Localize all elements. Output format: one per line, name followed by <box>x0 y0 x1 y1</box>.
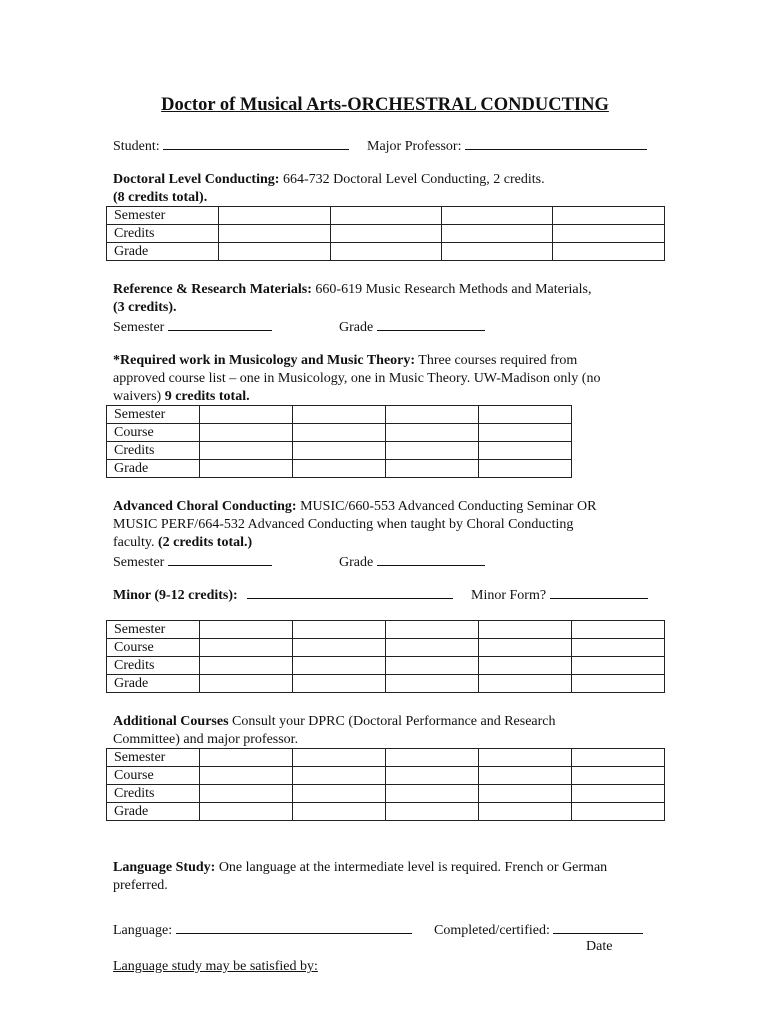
table-cell[interactable] <box>572 675 665 693</box>
row-label: Semester <box>107 406 200 424</box>
table-cell[interactable] <box>386 749 479 767</box>
table-cell[interactable] <box>553 207 665 225</box>
required-credits: 9 credits total. <box>164 389 250 404</box>
reference-credits: (3 credits). <box>113 300 177 315</box>
doctoral-credits: (8 credits total). <box>113 190 208 205</box>
student-line <box>113 136 349 156</box>
table-row <box>107 442 572 460</box>
table-cell[interactable] <box>293 442 386 460</box>
choral-text: MUSIC/660-553 Advanced Conducting Seminar OR <box>296 499 597 514</box>
additional-heading-line <box>113 713 556 731</box>
minor-form-field[interactable] <box>550 585 648 599</box>
table-row <box>107 424 572 442</box>
professor-line <box>367 136 647 156</box>
table-cell[interactable] <box>479 639 572 657</box>
table-cell[interactable] <box>200 767 293 785</box>
table-cell[interactable] <box>386 406 479 424</box>
table-cell[interactable] <box>386 803 479 821</box>
choral-faculty: faculty. <box>113 535 158 550</box>
table-cell[interactable] <box>386 675 479 693</box>
table-cell[interactable] <box>479 621 572 639</box>
row-label: Credits <box>107 785 200 803</box>
professor-field[interactable] <box>465 136 647 150</box>
choral-grade-field[interactable] <box>377 552 485 566</box>
table-cell[interactable] <box>219 207 331 225</box>
language-line-2: preferred. <box>113 878 168 893</box>
table-cell[interactable] <box>219 225 331 243</box>
reference-credits-line <box>113 299 177 317</box>
reference-semester-label: Semester <box>113 320 165 335</box>
table-cell[interactable] <box>331 207 442 225</box>
additional-line-2: Committee) and major professor. <box>113 732 299 747</box>
professor-label: Major Professor: <box>367 139 462 154</box>
minor-heading: Minor (9-12 credits): <box>113 588 238 603</box>
minor-table <box>106 620 665 693</box>
doctoral-heading-line <box>113 171 545 189</box>
required-table <box>106 405 572 478</box>
table-cell[interactable] <box>293 785 386 803</box>
reference-grade-line <box>339 317 485 337</box>
language-field-line <box>113 920 412 940</box>
doctoral-heading: Doctoral Level Conducting: <box>113 172 280 187</box>
row-label: Credits <box>107 225 219 243</box>
row-label: Course <box>107 639 200 657</box>
required-line-2: approved course list – one in Musicology, one in Music Theory. UW-Madison only (no <box>113 371 601 386</box>
row-label: Grade <box>107 803 200 821</box>
page-title: Doctor of Musical Arts-ORCHESTRAL CONDUCTING <box>161 95 609 115</box>
choral-grade-line <box>339 552 485 572</box>
table-cell[interactable] <box>200 803 293 821</box>
minor-form-label: Minor Form? <box>471 588 547 603</box>
completed-line <box>434 920 643 940</box>
choral-line-2: MUSIC PERF/664-532 Advanced Conducting when taught by Choral Conducting <box>113 517 574 532</box>
language-heading-line <box>113 859 607 877</box>
choral-semester-line <box>113 552 272 572</box>
table-row <box>107 639 665 657</box>
completed-field[interactable] <box>553 920 643 934</box>
table-cell[interactable] <box>293 767 386 785</box>
table-cell[interactable] <box>293 657 386 675</box>
doctoral-text: 664-732 Doctoral Level Conducting, 2 credits. <box>279 172 545 187</box>
row-label: Grade <box>107 243 219 261</box>
additional-table <box>106 748 665 821</box>
table-cell[interactable] <box>386 621 479 639</box>
table-cell[interactable] <box>200 657 293 675</box>
table-cell[interactable] <box>479 460 572 478</box>
student-label: Student: <box>113 139 160 154</box>
table-row <box>107 207 665 225</box>
required-waivers: waivers) <box>113 389 165 404</box>
choral-heading: Advanced Choral Conducting: <box>113 499 297 514</box>
completed-label: Completed/certified: <box>434 923 550 938</box>
required-line-3 <box>113 388 250 406</box>
table-row <box>107 460 572 478</box>
table-row <box>107 225 665 243</box>
table-row <box>107 803 665 821</box>
row-label: Semester <box>107 207 219 225</box>
table-cell[interactable] <box>200 442 293 460</box>
row-label: Grade <box>107 675 200 693</box>
choral-semester-field[interactable] <box>168 552 272 566</box>
table-cell[interactable] <box>293 675 386 693</box>
row-label: Grade <box>107 460 200 478</box>
row-label: Semester <box>107 749 200 767</box>
reference-text: 660-619 Music Research Methods and Materials, <box>311 282 592 297</box>
row-label: Credits <box>107 442 200 460</box>
table-cell[interactable] <box>572 767 665 785</box>
choral-line-3 <box>113 534 252 552</box>
table-row <box>107 749 665 767</box>
required-heading-line <box>113 352 577 370</box>
table-cell[interactable] <box>479 424 572 442</box>
table-cell[interactable] <box>386 424 479 442</box>
table-cell[interactable] <box>200 621 293 639</box>
row-label: Credits <box>107 657 200 675</box>
row-label: Course <box>107 424 200 442</box>
table-cell[interactable] <box>553 225 665 243</box>
required-text: Three courses required from <box>415 353 578 368</box>
table-cell[interactable] <box>200 406 293 424</box>
table-cell[interactable] <box>386 639 479 657</box>
additional-heading: Additional Courses <box>113 714 229 729</box>
table-cell[interactable] <box>479 406 572 424</box>
table-cell[interactable] <box>479 749 572 767</box>
doctoral-table <box>106 206 665 261</box>
table-cell[interactable] <box>331 243 442 261</box>
language-satisfied-heading: Language study may be satisfied by: <box>113 959 318 974</box>
table-cell[interactable] <box>200 785 293 803</box>
table-cell[interactable] <box>479 767 572 785</box>
language-heading: Language Study: <box>113 860 216 875</box>
table-cell[interactable] <box>293 406 386 424</box>
table-cell[interactable] <box>442 225 553 243</box>
table-cell[interactable] <box>572 785 665 803</box>
table-cell[interactable] <box>386 460 479 478</box>
language-field[interactable] <box>176 920 412 934</box>
table-cell[interactable] <box>479 803 572 821</box>
reference-semester-field[interactable] <box>168 317 272 331</box>
reference-semester-line <box>113 317 272 337</box>
table-cell[interactable] <box>479 657 572 675</box>
choral-semester-label: Semester <box>113 555 165 570</box>
table-cell[interactable] <box>442 243 553 261</box>
choral-grade-label: Grade <box>339 555 374 570</box>
table-cell[interactable] <box>293 621 386 639</box>
table-row <box>107 657 665 675</box>
table-row <box>107 767 665 785</box>
table-cell[interactable] <box>572 749 665 767</box>
reference-heading-line <box>113 281 591 299</box>
minor-form-line <box>471 585 648 605</box>
table-row <box>107 675 665 693</box>
table-cell[interactable] <box>293 424 386 442</box>
table-cell[interactable] <box>572 639 665 657</box>
minor-field[interactable] <box>247 585 453 599</box>
reference-grade-label: Grade <box>339 320 374 335</box>
table-cell[interactable] <box>331 225 442 243</box>
table-cell[interactable] <box>293 639 386 657</box>
table-cell[interactable] <box>200 749 293 767</box>
choral-heading-line <box>113 498 596 516</box>
table-cell[interactable] <box>479 442 572 460</box>
table-cell[interactable] <box>386 785 479 803</box>
table-row <box>107 785 665 803</box>
required-heading: *Required work in Musicology and Music Theory: <box>113 353 416 368</box>
table-cell[interactable] <box>386 767 479 785</box>
table-cell[interactable] <box>219 243 331 261</box>
language-text: One language at the intermediate level is required. French or German <box>215 860 608 875</box>
table-cell[interactable] <box>442 207 553 225</box>
table-cell[interactable] <box>293 460 386 478</box>
table-cell[interactable] <box>479 785 572 803</box>
doctoral-credits-line <box>113 189 207 207</box>
table-row <box>107 243 665 261</box>
table-cell[interactable] <box>479 675 572 693</box>
table-cell[interactable] <box>572 657 665 675</box>
table-cell[interactable] <box>200 639 293 657</box>
table-row <box>107 406 572 424</box>
table-cell[interactable] <box>572 621 665 639</box>
additional-text: Consult your DPRC (Doctoral Performance and Research <box>228 714 556 729</box>
table-cell[interactable] <box>386 442 479 460</box>
table-cell[interactable] <box>293 803 386 821</box>
reference-grade-field[interactable] <box>377 317 485 331</box>
table-cell[interactable] <box>200 460 293 478</box>
table-cell[interactable] <box>386 657 479 675</box>
table-cell[interactable] <box>200 424 293 442</box>
date-label: Date <box>586 939 613 954</box>
choral-credits: (2 credits total.) <box>157 535 253 550</box>
reference-heading: Reference & Research Materials: <box>113 282 312 297</box>
table-row <box>107 621 665 639</box>
table-cell[interactable] <box>572 803 665 821</box>
student-field[interactable] <box>163 136 349 150</box>
language-label: Language: <box>113 923 173 938</box>
table-cell[interactable] <box>553 243 665 261</box>
table-cell[interactable] <box>293 749 386 767</box>
table-cell[interactable] <box>200 675 293 693</box>
row-label: Course <box>107 767 200 785</box>
minor-line <box>113 585 453 605</box>
row-label: Semester <box>107 621 200 639</box>
